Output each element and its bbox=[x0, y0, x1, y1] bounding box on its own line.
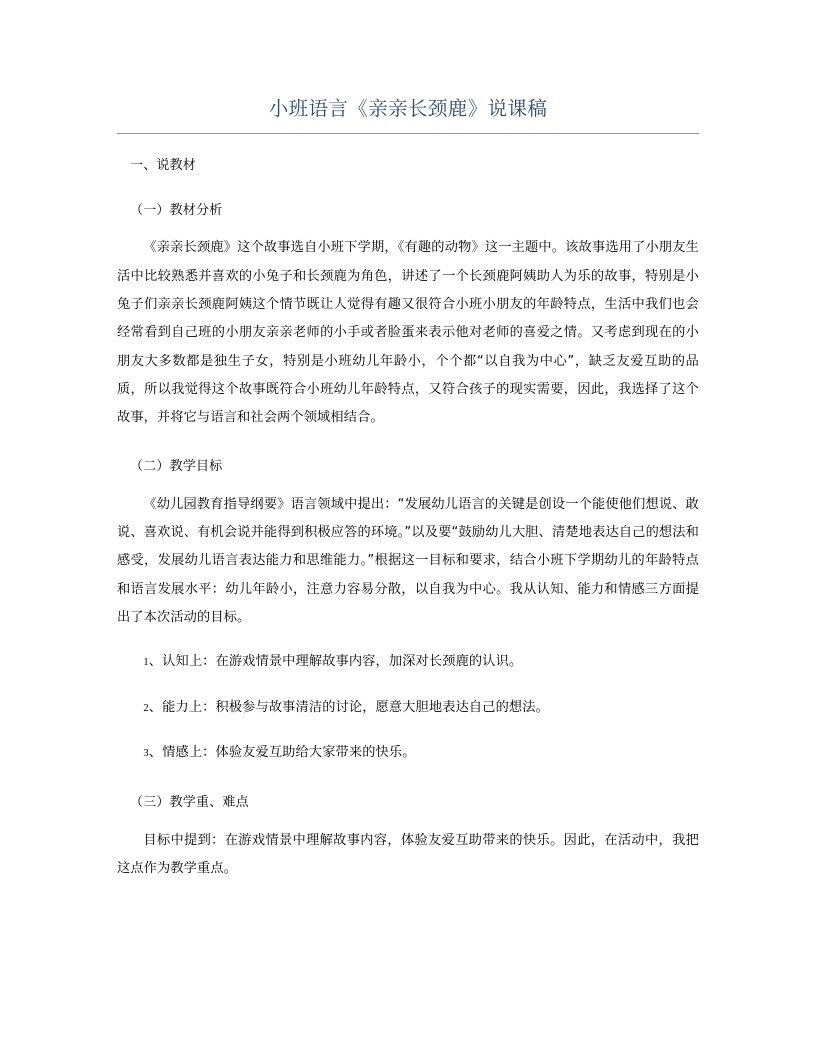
list-item bbox=[117, 739, 699, 768]
title-divider bbox=[117, 133, 699, 134]
section-heading-one-b: （二）教学目标 bbox=[130, 459, 223, 475]
section-heading-one-a: （一）教材分析 bbox=[130, 202, 223, 218]
list-item-number: 1 bbox=[143, 657, 149, 669]
section-heading-one: 一、说教材 bbox=[130, 158, 197, 174]
list-item-marker: 、 bbox=[148, 654, 163, 670]
list-item-marker: 、 bbox=[148, 699, 163, 715]
list-item-text: 能力上：积极参与故事清洁的讨论，愿意大胆地表达自己的想法。 bbox=[162, 699, 549, 715]
list-item-marker: 、 bbox=[148, 744, 163, 760]
list-item bbox=[117, 694, 699, 723]
list-item-number: 3 bbox=[143, 747, 149, 759]
page-title: 小班语言《亲亲长颈鹿》说课稿 bbox=[268, 97, 548, 120]
list-item-text: 情感上：体验友爱互助给大家带来的快乐。 bbox=[162, 744, 416, 760]
document-content bbox=[117, 0, 699, 883]
list-item bbox=[117, 648, 699, 677]
section-heading-one-c: （三）教学重、难点 bbox=[130, 795, 249, 811]
paragraph-teaching-material-analysis: 《亲亲长颈鹿》这个故事选自小班下学期，《有趣的动物》这一主题中。该故事选用了小朋友生活中比较熟悉并喜欢的小兔子和长颈鹿为角色，讲述了一个长颈鹿阿姨助人为乐的故事，特别是小兔子们亲亲长颈鹿阿姨这个情节既让人觉得有趣又很符合小班小朋友的年龄特点，生活中我们也会经常看到自己班的小朋友亲亲老师的小手或者脸蛋来表示他对老师的喜爱之情。又考虑到现在的小朋友大多数都是独生子女，特别是小班幼儿年龄小，个个都“以自我为中心”，缺乏友爱互助的品质，所以我觉得这个故事既符合小班幼儿年龄特点，又符合孩子的现实需要，因此，我选择了这个故事，并将它与语言和社会两个领域相结合。 bbox=[117, 240, 699, 426]
list-item-number: 2 bbox=[143, 702, 149, 714]
list-item-text: 认知上：在游戏情景中理解故事内容，加深对长颈鹿的认识。 bbox=[162, 654, 523, 670]
paragraph-teaching-objectives-intro: 《幼儿园教育指导纲要》语言领域中提出：“发展幼儿语言的关键是创设一个能使他们想说、敢说、喜欢说、有机会说并能得到积极应答的环境。”以及要“鼓励幼儿大胆、清楚地表达自己的想法和感受，发展幼儿语言表达能力和思维能力。”根据这一目标和要求，结合小班下学期幼儿的年龄特点和语言发展水平：幼儿年龄小，注意力容易分散，以自我为中心。我从认知、能力和情感三方面提出了本次活动的目标。 bbox=[117, 496, 699, 626]
paragraph-key-difficult-points: 目标中提到：在游戏情景中理解故事内容，体验友爱互助带来的快乐。因此，在活动中，我把这点作为教学重点。 bbox=[117, 832, 699, 877]
